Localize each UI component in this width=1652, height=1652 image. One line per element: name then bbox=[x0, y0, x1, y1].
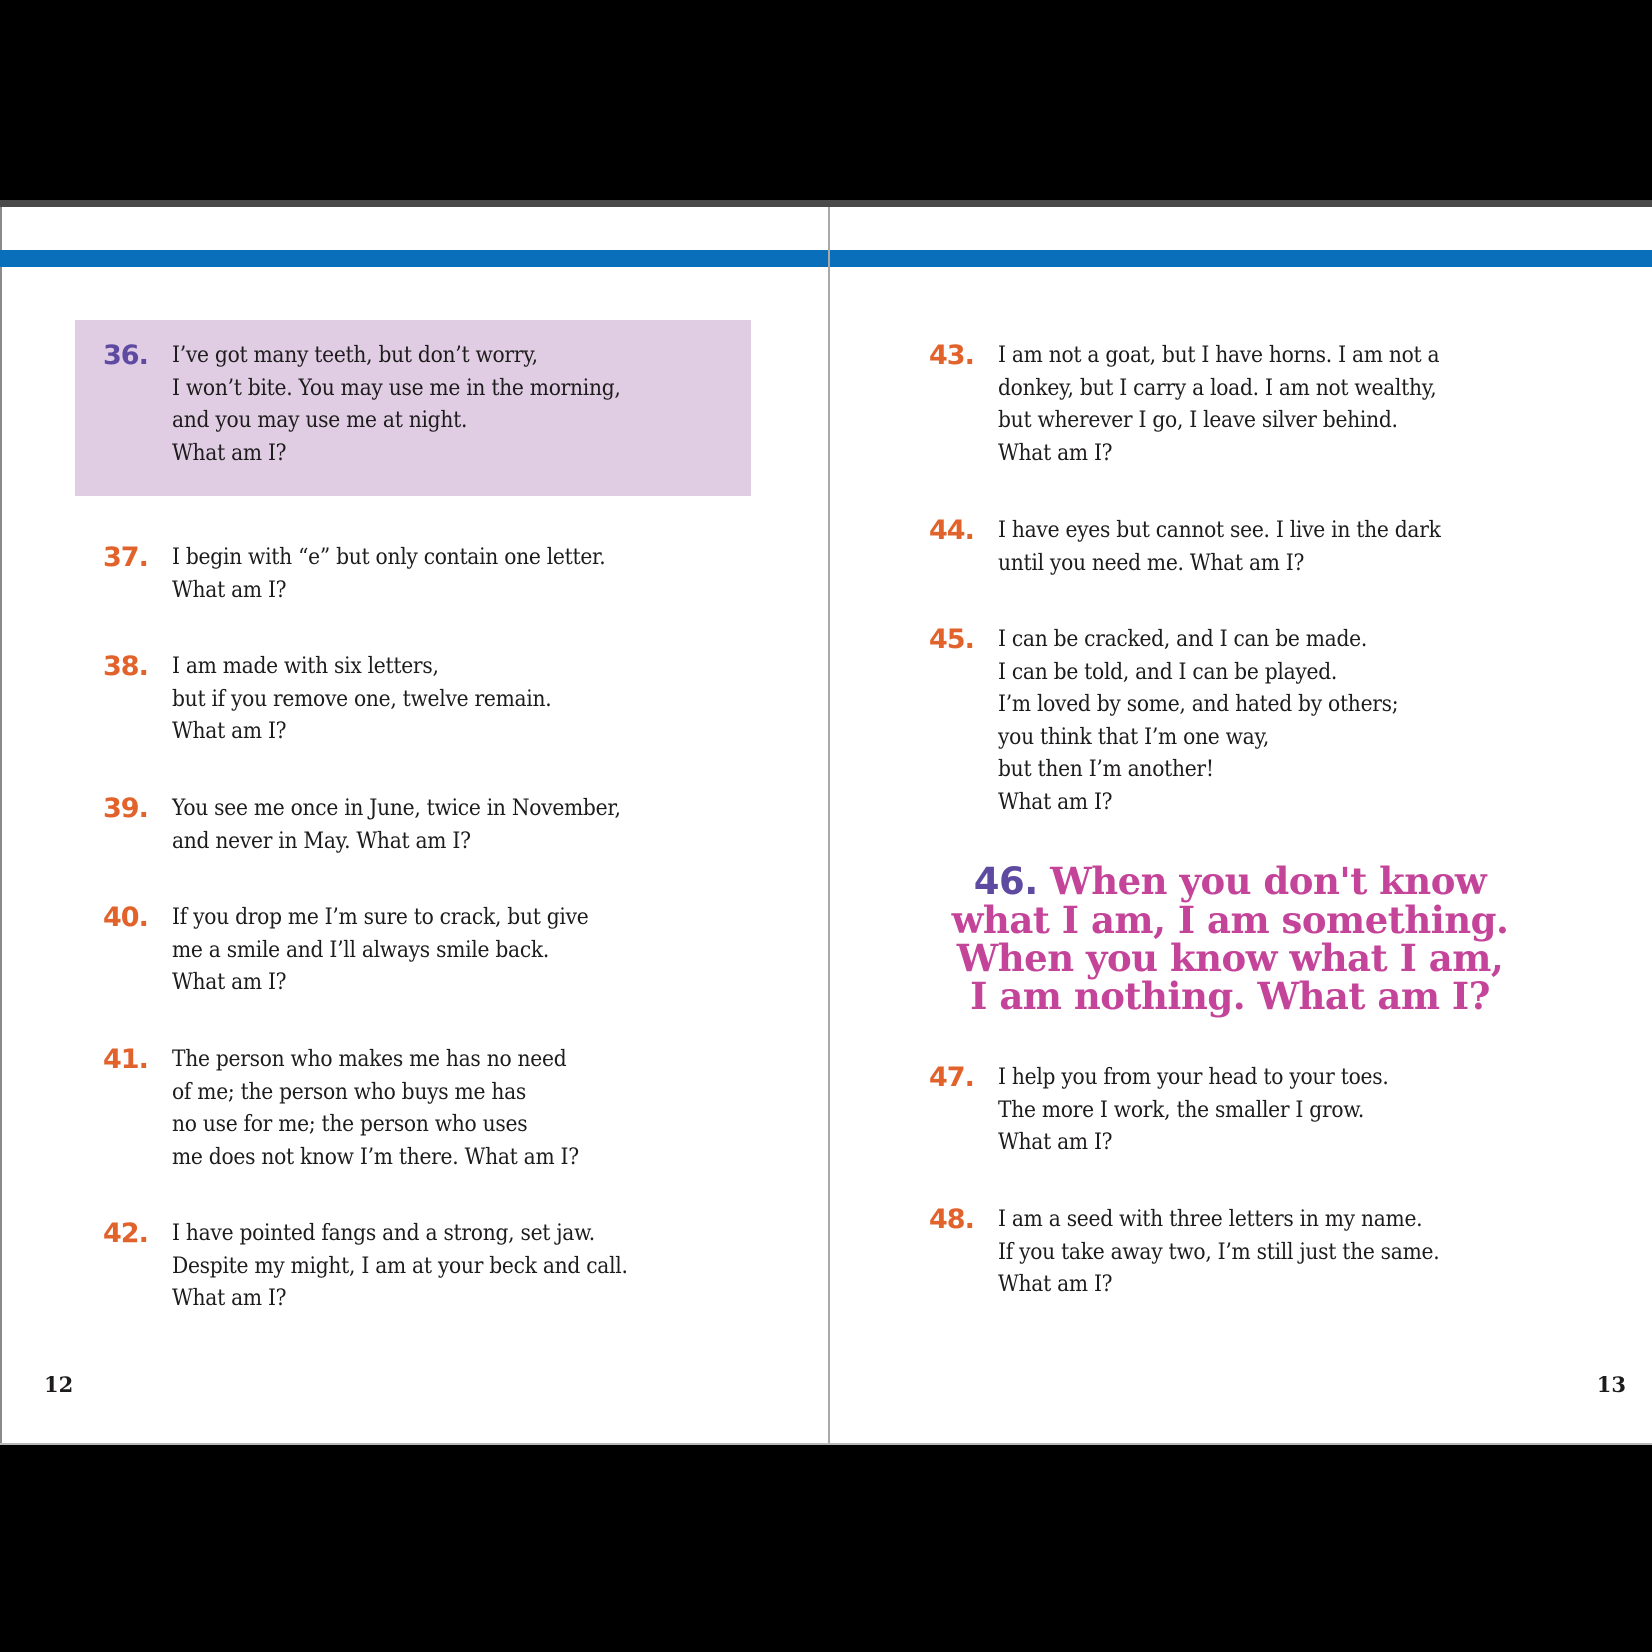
feature-line: I am nothing. What am I? bbox=[970, 974, 1490, 1018]
riddle-line: but then I’m another! bbox=[998, 757, 1214, 782]
feature-line bbox=[930, 859, 1530, 903]
riddle-number: 41. bbox=[103, 1044, 148, 1075]
riddle-text bbox=[172, 793, 621, 858]
riddle-text bbox=[998, 1204, 1439, 1302]
left-page bbox=[0, 207, 828, 1443]
riddle-line: I am a seed with three letters in my name. bbox=[998, 1207, 1423, 1232]
riddle-text bbox=[998, 515, 1441, 580]
feature-number: 46. bbox=[973, 860, 1038, 903]
riddle-37 bbox=[103, 542, 643, 607]
feature-riddle-46 bbox=[930, 859, 1530, 1018]
riddle-number: 37. bbox=[103, 542, 148, 573]
riddle-line: I’m loved by some, and hated by others; bbox=[998, 692, 1399, 717]
riddle-number: 48. bbox=[929, 1204, 974, 1235]
riddle-number: 44. bbox=[929, 515, 974, 546]
riddle-line: but wherever I go, I leave silver behind. bbox=[998, 408, 1398, 433]
riddle-line: What am I? bbox=[998, 1130, 1113, 1155]
riddle-38 bbox=[103, 651, 584, 749]
riddle-line: You see me once in June, twice in November, bbox=[172, 796, 621, 821]
riddle-line: I help you from your head to your toes. bbox=[998, 1065, 1389, 1090]
riddle-39 bbox=[103, 793, 660, 858]
riddle-41 bbox=[103, 1044, 614, 1174]
riddle-text bbox=[172, 340, 621, 470]
riddle-line: me a smile and I’ll always smile back. bbox=[172, 937, 550, 963]
riddle-line: but if you remove one, twelve remain. bbox=[172, 686, 552, 712]
riddle-number: 42. bbox=[103, 1218, 148, 1249]
riddle-line: The more I work, the smaller I grow. bbox=[998, 1097, 1365, 1123]
riddle-line: I can be told, and I can be played. bbox=[998, 659, 1338, 685]
riddle-line: of me; the person who buys me has bbox=[172, 1079, 526, 1105]
riddle-number: 36. bbox=[103, 340, 148, 371]
page-number: 13 bbox=[1596, 1372, 1626, 1397]
riddle-line: no use for me; the person who uses bbox=[172, 1112, 528, 1137]
riddle-40 bbox=[103, 902, 625, 1000]
riddle-line: If you take away two, I’m still just the same. bbox=[998, 1239, 1440, 1265]
riddle-line: Despite my might, I am at your beck and call. bbox=[172, 1253, 628, 1279]
riddle-43 bbox=[929, 340, 1478, 470]
feature-line: what I am, I am something. bbox=[951, 898, 1509, 942]
riddle-line: I am not a goat, but I have horns. I am not a bbox=[998, 343, 1440, 368]
riddle-42 bbox=[103, 1218, 667, 1316]
riddle-number: 47. bbox=[929, 1062, 974, 1093]
riddle-text bbox=[172, 1044, 579, 1174]
riddle-line: me does not know I’m there. What am I? bbox=[172, 1144, 579, 1170]
feature-text: When you don't know bbox=[1037, 859, 1487, 903]
riddle-number: 40. bbox=[103, 902, 148, 933]
riddle-number: 45. bbox=[929, 624, 974, 655]
riddle-number: 39. bbox=[103, 793, 148, 824]
riddle-line: What am I? bbox=[998, 1272, 1113, 1297]
riddle-line: donkey, but I carry a load. I am not wealthy, bbox=[998, 375, 1437, 401]
riddle-text bbox=[998, 340, 1439, 470]
riddle-line: What am I? bbox=[172, 577, 287, 603]
riddle-text bbox=[172, 1218, 628, 1316]
book-spread bbox=[0, 207, 1652, 1445]
riddle-line: What am I? bbox=[998, 440, 1113, 466]
riddle-text bbox=[998, 1062, 1388, 1160]
riddle-line: I can be cracked, and I can be made. bbox=[998, 627, 1368, 652]
riddle-line: What am I? bbox=[998, 789, 1113, 815]
riddle-text bbox=[172, 542, 605, 607]
riddle-line: I’ve got many teeth, but don’t worry, bbox=[172, 343, 538, 368]
riddle-line: What am I? bbox=[172, 719, 287, 744]
page-number: 12 bbox=[44, 1372, 74, 1397]
riddle-line: The person who makes me has no need bbox=[172, 1047, 567, 1072]
riddle-36 bbox=[103, 340, 660, 470]
riddle-44 bbox=[929, 515, 1479, 580]
riddle-line: What am I? bbox=[172, 1286, 287, 1311]
riddle-number: 38. bbox=[103, 651, 148, 682]
riddle-line: I won’t bite. You may use me in the morning, bbox=[172, 375, 621, 401]
riddle-line: I have eyes but cannot see. I live in the dark bbox=[998, 518, 1441, 543]
riddle-line: until you need me. What am I? bbox=[998, 550, 1305, 576]
riddle-number: 43. bbox=[929, 340, 974, 371]
riddle-line: What am I? bbox=[172, 970, 287, 995]
riddle-text bbox=[172, 651, 551, 749]
right-page bbox=[830, 207, 1652, 1443]
riddle-line: What am I? bbox=[172, 440, 287, 466]
feature-line: When you know what I am, bbox=[956, 936, 1504, 980]
riddle-45 bbox=[929, 624, 1433, 819]
riddle-line: and never in May. What am I? bbox=[172, 828, 471, 854]
riddle-line: I am made with six letters, bbox=[172, 654, 439, 679]
riddle-text bbox=[998, 624, 1398, 819]
riddle-line: If you drop me I’m sure to crack, but give bbox=[172, 905, 589, 930]
riddle-47 bbox=[929, 1062, 1422, 1160]
riddle-line: and you may use me at night. bbox=[172, 408, 468, 433]
riddle-line: I have pointed fangs and a strong, set jaw. bbox=[172, 1221, 595, 1246]
riddle-line: you think that I’m one way, bbox=[998, 724, 1270, 750]
riddle-line: I begin with “e” but only contain one letter. bbox=[172, 545, 606, 570]
riddle-48 bbox=[929, 1204, 1478, 1302]
riddle-text bbox=[172, 902, 589, 1000]
